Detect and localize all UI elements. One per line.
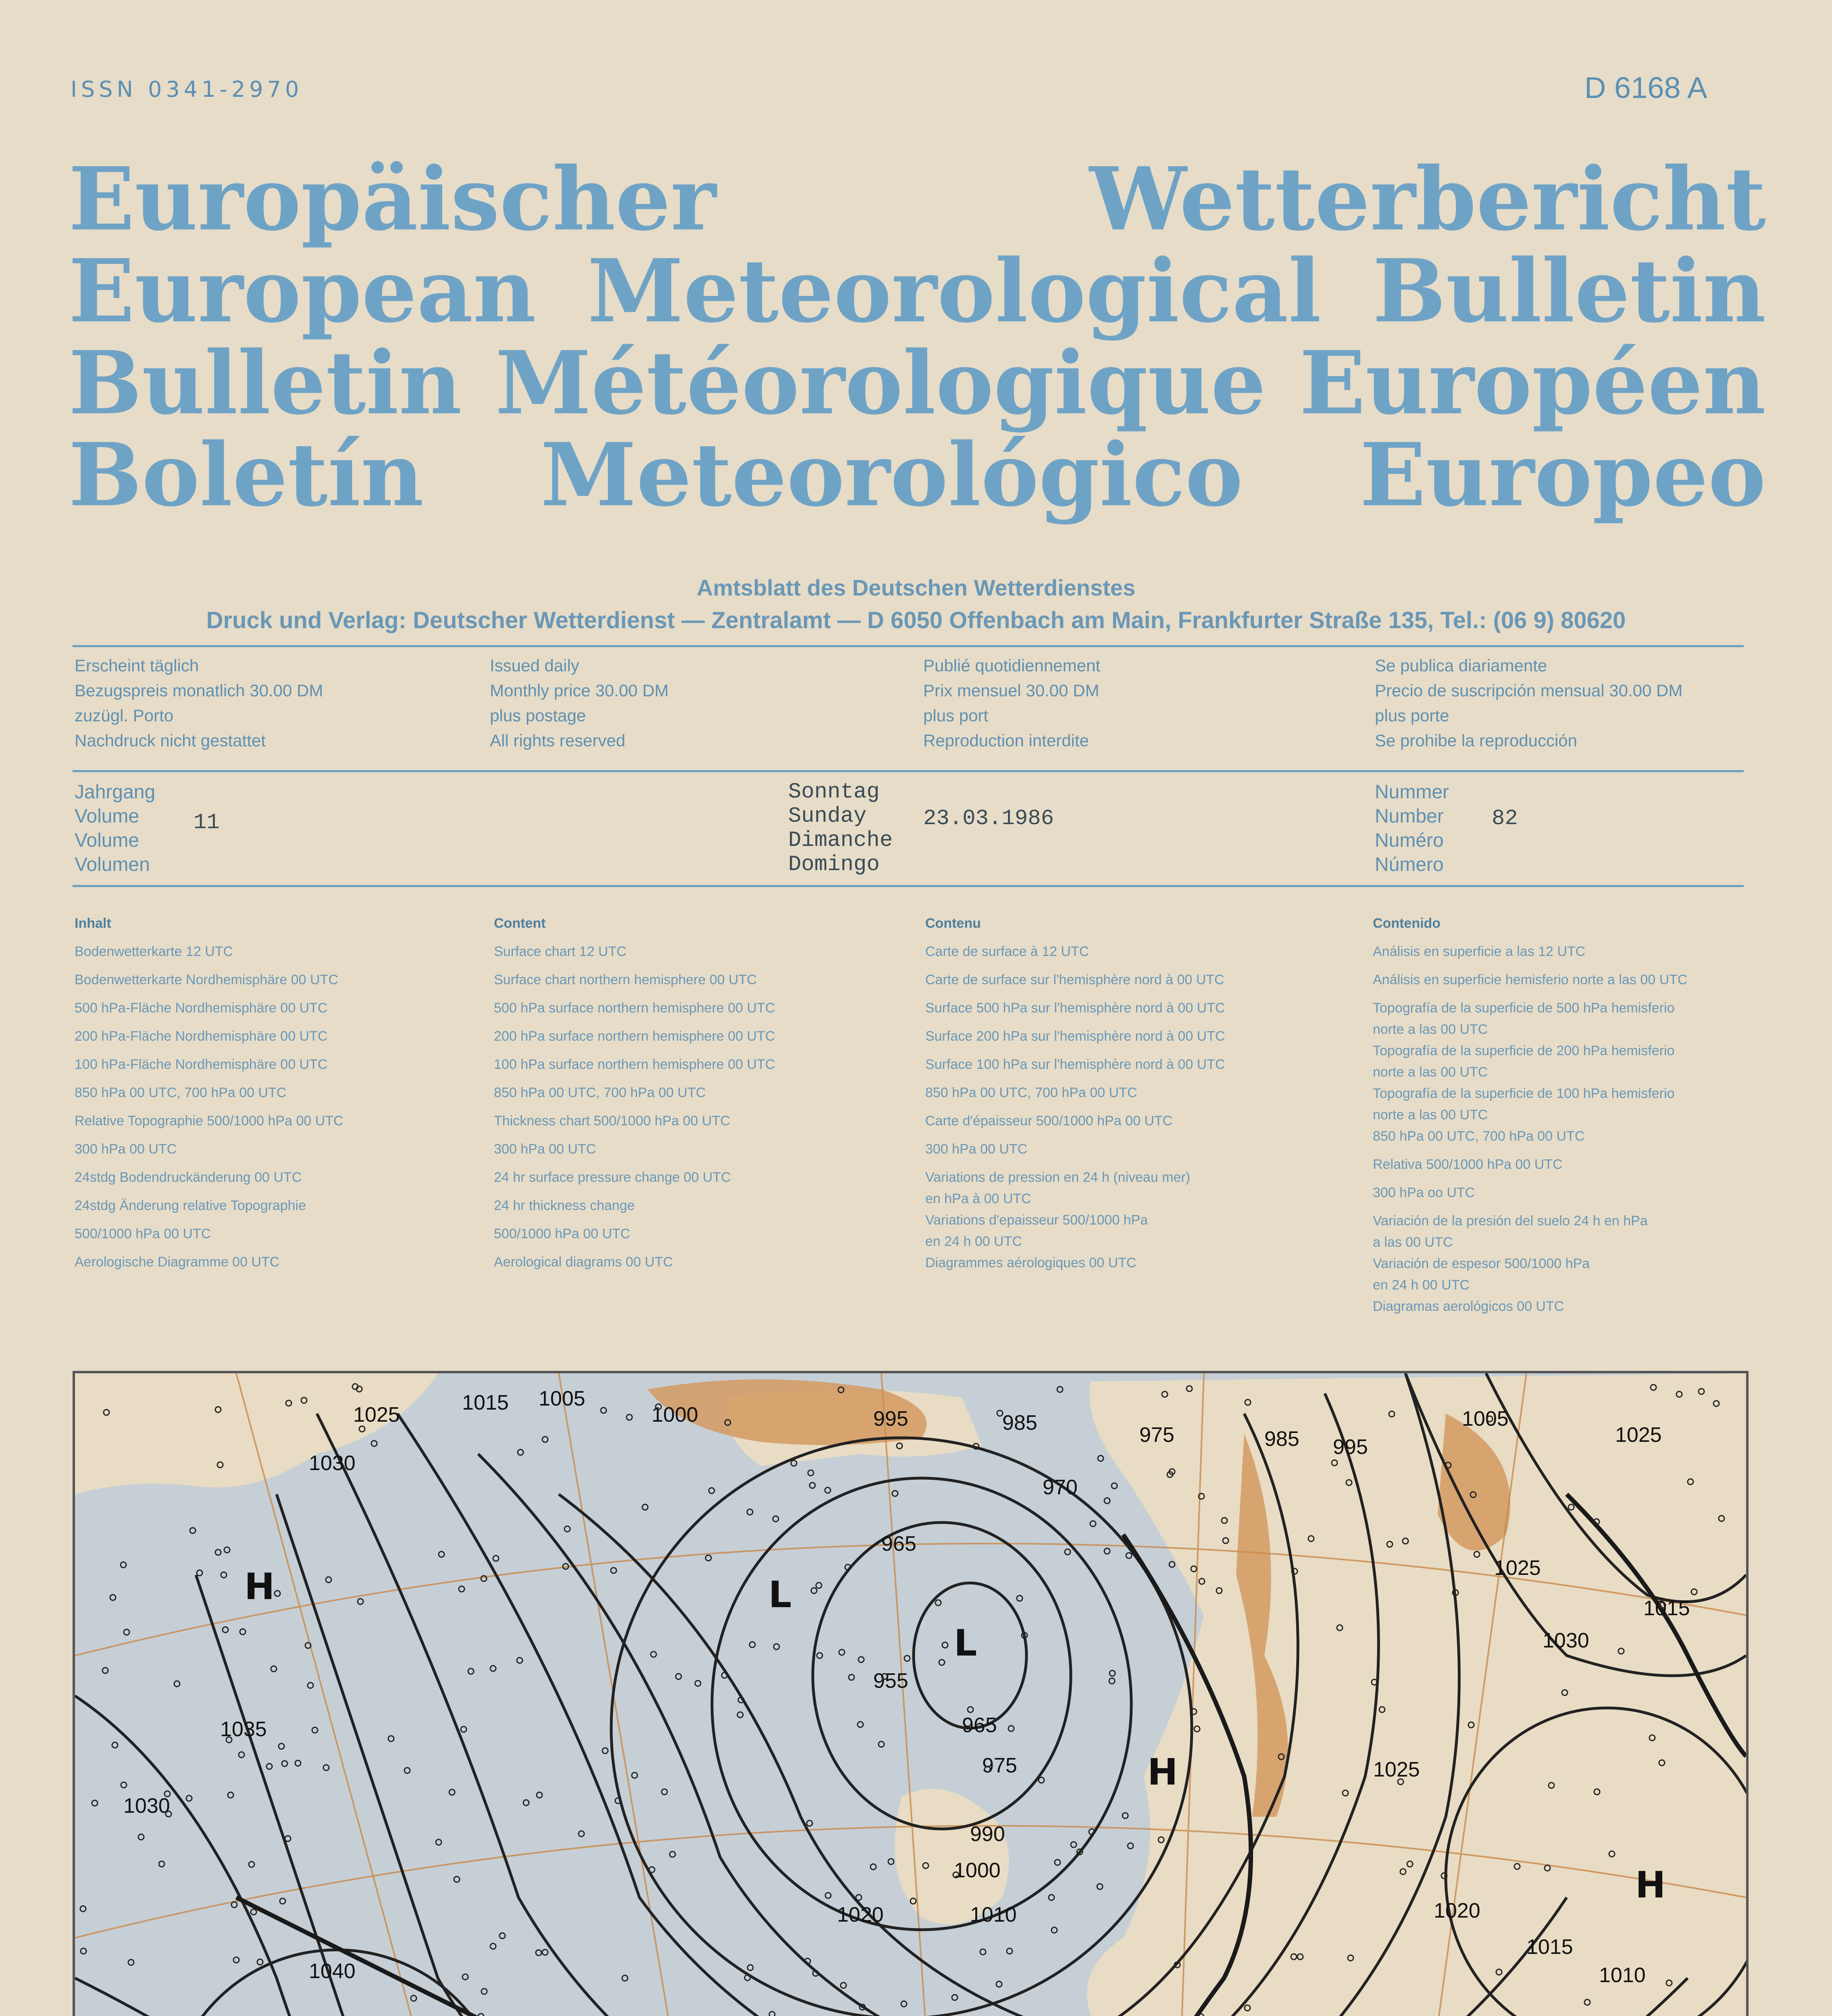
info-column-spanish xyxy=(1375,653,1778,753)
toc-item: Carte d'épaisseur 500/1000 hPa 00 UTC xyxy=(925,1113,1173,1129)
toc-item: norte a las 00 UTC xyxy=(1373,1107,1488,1123)
isobar-label: 995 xyxy=(873,1407,908,1431)
info-line: Prix mensuel 30.00 DM xyxy=(923,681,1099,700)
isobar-label: 1005 xyxy=(1462,1407,1509,1431)
toc-heading: Inhalt xyxy=(75,916,111,931)
weather-map-graphic xyxy=(75,1373,1746,2016)
info-line: Precio de suscripción mensual 30.00 DM xyxy=(1375,681,1683,700)
volume-value: 11 xyxy=(194,810,220,835)
isobar-label: 975 xyxy=(1139,1423,1174,1447)
toc-item: Aerological diagrams 00 UTC xyxy=(494,1254,673,1270)
title-german: Europäischer Wetterbericht xyxy=(69,148,1766,250)
toc-item: 850 hPa 00 UTC, 700 hPa 00 UTC xyxy=(1373,1129,1585,1144)
issue-date: 23.03.1986 xyxy=(923,806,1054,831)
title-french: Bulletin Météorologique Européen xyxy=(69,332,1766,434)
toc-item: Carte de surface sur l'hemisphère nord à 00 UTC xyxy=(925,972,1224,987)
toc-item: norte a las 00 UTC xyxy=(1373,1064,1488,1080)
toc-item: Topografía de la superficie de 500 hPa hemisferio xyxy=(1373,1000,1675,1016)
toc-item: Variación de espesor 500/1000 hPa xyxy=(1373,1256,1590,1271)
surface-weather-map xyxy=(73,1371,1749,2016)
issue-number: 82 xyxy=(1492,806,1518,831)
toc-item: Análisis en superficie a las 12 UTC xyxy=(1373,944,1586,959)
isobar-label: 975 xyxy=(982,1754,1017,1777)
toc-heading: Contenido xyxy=(1373,916,1441,931)
title-spanish: Boletín Meteorológico Europeo xyxy=(69,424,1766,526)
toc-item: Surface chart 12 UTC xyxy=(494,944,627,959)
toc-item: Carte de surface à 12 UTC xyxy=(925,944,1089,959)
toc-item: 24 hr thickness change xyxy=(494,1198,635,1213)
toc-item: Topografía de la superficie de 100 hPa hemisferio xyxy=(1373,1086,1675,1101)
isobar-label: 1015 xyxy=(1526,1935,1573,1959)
toc-item: 500/1000 hPa 00 UTC xyxy=(75,1226,211,1241)
isobar-label: 1020 xyxy=(837,1903,884,1926)
toc-item: 500/1000 hPa 00 UTC xyxy=(494,1226,631,1241)
toc-item: Topografía de la superficie de 200 hPa hemisferio xyxy=(1373,1043,1675,1058)
low-pressure-center: L xyxy=(954,1622,977,1664)
isobar-label: 1015 xyxy=(462,1391,509,1414)
publisher-line: Druck und Verlag: Deutscher Wetterdienst — Zentralamt — D 6050 Offenbach am Main, Frankfurter Straße 135, Tel.: (06 9) 80620 xyxy=(206,607,1626,633)
high-pressure-center: H xyxy=(1635,1864,1666,1906)
day-label: Dimanche xyxy=(788,828,893,853)
volume-label: Volume xyxy=(75,806,139,827)
isobar-label: 1025 xyxy=(1373,1758,1420,1781)
toc-item: Relativa 500/1000 hPa 00 UTC xyxy=(1373,1157,1563,1172)
title-block xyxy=(69,148,1766,526)
toc-english xyxy=(494,909,913,1276)
low-pressure-center: L xyxy=(768,1574,792,1616)
isobar-label: 965 xyxy=(881,1532,916,1556)
isobar-label: 990 xyxy=(970,1822,1005,1846)
isobar-label: 955 xyxy=(873,1669,908,1693)
publication-code: D 6168 A xyxy=(1584,71,1707,104)
toc-item: Surface 200 hPa sur l'hemisphère nord à 00 UTC xyxy=(925,1029,1225,1044)
toc-item: 300 hPa 00 UTC xyxy=(494,1141,596,1157)
volume-labels xyxy=(75,780,155,877)
number-labels xyxy=(1375,780,1449,877)
isobar-label: 985 xyxy=(1264,1427,1299,1451)
day-label: Sunday xyxy=(788,804,867,829)
info-line: plus port xyxy=(923,706,989,725)
toc-item: 850 hPa 00 UTC, 700 hPa 00 UTC xyxy=(75,1085,287,1100)
toc-item: 100 hPa surface northern hemisphere 00 UTC xyxy=(494,1057,775,1072)
isobar-label: 1020 xyxy=(1434,1899,1480,1922)
toc-item: 500 hPa-Fläche Nordhemisphäre 00 UTC xyxy=(75,1000,328,1016)
toc-item: en 24 h 00 UTC xyxy=(925,1234,1022,1249)
toc-item: Variación de la presión del suelo 24 h en hPa xyxy=(1373,1213,1648,1229)
info-line: plus porte xyxy=(1375,706,1449,725)
toc-item: Bodenwetterkarte 12 UTC xyxy=(75,944,233,959)
issn-number: ISSN 0341-2970 xyxy=(71,77,303,102)
volume-label: Jahrgang xyxy=(75,781,156,803)
high-pressure-center: H xyxy=(1147,1751,1178,1793)
isobar-label: 1005 xyxy=(539,1387,585,1410)
day-label: Sonntag xyxy=(788,780,880,804)
toc-item: Bodenwetterkarte Nordhemisphäre 00 UTC xyxy=(75,972,338,987)
toc-item: Surface chart northern hemisphere 00 UTC xyxy=(494,972,757,987)
info-line: Issued daily xyxy=(490,656,579,675)
toc-item: 500 hPa surface northern hemisphere 00 UTC xyxy=(494,1000,775,1016)
toc-item: 24 hr surface pressure change 00 UTC xyxy=(494,1170,731,1185)
volume-label: Volume xyxy=(75,830,139,851)
toc-item: Surface 500 hPa sur l'hemisphère nord à 00 UTC xyxy=(925,1000,1225,1016)
isobar-label: 1025 xyxy=(1615,1423,1662,1447)
toc-item: 24stdg Änderung relative Topographie xyxy=(75,1198,306,1213)
toc-item: en hPa à 00 UTC xyxy=(925,1191,1031,1206)
info-line: zuzügl. Porto xyxy=(75,706,174,725)
divider xyxy=(73,770,1744,772)
info-column-french xyxy=(923,653,1367,753)
volume-label: Volumen xyxy=(75,854,150,875)
toc-item: Variations de pression en 24 h (niveau mer) xyxy=(925,1170,1191,1185)
toc-item: Diagramas aerológicos 00 UTC xyxy=(1373,1299,1564,1314)
toc-item: 24stdg Bodendruckänderung 00 UTC xyxy=(75,1170,302,1185)
info-line: Nachdruck nicht gestattet xyxy=(75,731,266,750)
toc-item: Diagrammes aérologiques 00 UTC xyxy=(925,1255,1137,1270)
info-column-german xyxy=(75,653,478,753)
toc-item: norte a las 00 UTC xyxy=(1373,1022,1488,1037)
divider xyxy=(73,645,1744,647)
isobar-label: 985 xyxy=(1002,1411,1037,1435)
toc-heading: Contenu xyxy=(925,916,981,931)
divider xyxy=(73,885,1744,887)
toc-item: 300 hPa 00 UTC xyxy=(75,1141,177,1157)
isobar-label: 1025 xyxy=(1494,1556,1541,1580)
isobar-label: 1030 xyxy=(1543,1629,1589,1652)
toc-item: Análisis en superficie hemisferio norte a las 00 UTC xyxy=(1373,972,1688,987)
number-label: Number xyxy=(1375,806,1444,827)
isobar-label: 1040 xyxy=(309,1960,356,1983)
day-labels xyxy=(788,780,893,877)
isobar-label: 965 xyxy=(962,1714,997,1737)
day-label: Domingo xyxy=(788,852,880,877)
toc-heading: Content xyxy=(494,916,546,931)
isobar-label: 1030 xyxy=(123,1794,170,1818)
info-line: Se publica diariamente xyxy=(1375,656,1547,675)
toc-item: 100 hPa-Fläche Nordhemisphäre 00 UTC xyxy=(75,1057,328,1072)
isobar-label: 1010 xyxy=(1599,1964,1646,1987)
info-line: Publié quotidiennement xyxy=(923,656,1100,675)
toc-item: 200 hPa surface northern hemisphere 00 UTC xyxy=(494,1029,775,1044)
isobar-label: 1035 xyxy=(220,1718,267,1741)
toc-spanish xyxy=(1373,909,1780,1320)
isobar-label: 1000 xyxy=(954,1859,1001,1882)
number-label: Nummer xyxy=(1375,781,1449,803)
info-line: plus postage xyxy=(490,706,586,725)
toc-item: Relative Topographie 500/1000 hPa 00 UTC xyxy=(75,1113,344,1129)
number-label: Numéro xyxy=(1375,830,1444,851)
isobar-label: 1030 xyxy=(309,1452,356,1475)
info-line: Reproduction interdite xyxy=(923,731,1089,750)
toc-item: Variations d'epaisseur 500/1000 hPa xyxy=(925,1212,1148,1228)
toc-item: 850 hPa 00 UTC, 700 hPa 00 UTC xyxy=(925,1085,1137,1100)
isobar-label: 1025 xyxy=(353,1403,400,1427)
toc-german xyxy=(75,909,478,1276)
toc-item: 200 hPa-Fläche Nordhemisphäre 00 UTC xyxy=(75,1029,328,1044)
isobar-label: 1015 xyxy=(1643,1597,1690,1620)
info-line: Erscheint täglich xyxy=(75,656,199,675)
info-line: All rights reserved xyxy=(490,731,626,750)
toc-item: Aerologische Diagramme 00 UTC xyxy=(75,1254,280,1270)
toc-item: Thickness chart 500/1000 hPa 00 UTC xyxy=(494,1113,730,1129)
subtitle: Amtsblatt des Deutschen Wetterdienstes xyxy=(696,575,1136,600)
isobar-label: 1000 xyxy=(652,1403,698,1427)
info-line: Se prohibe la reproducción xyxy=(1375,731,1577,750)
info-line: Bezugspreis monatlich 30.00 DM xyxy=(75,681,323,700)
toc-item: 300 hPa 00 UTC xyxy=(925,1141,1028,1157)
isobar-label: 970 xyxy=(1043,1476,1078,1499)
number-label: Número xyxy=(1375,854,1444,875)
toc-french xyxy=(925,909,1369,1277)
toc-item: a las 00 UTC xyxy=(1373,1235,1453,1250)
high-pressure-center: H xyxy=(244,1566,275,1608)
info-column-english xyxy=(490,653,893,753)
toc-item: en 24 h 00 UTC xyxy=(1373,1277,1470,1293)
toc-item: 300 hPa oo UTC xyxy=(1373,1185,1475,1200)
title-english: European Meteorological Bulletin xyxy=(69,240,1766,342)
isobar-label: 995 xyxy=(1333,1435,1368,1459)
toc-item: 850 hPa 00 UTC, 700 hPa 00 UTC xyxy=(494,1085,706,1100)
toc-item: Surface 100 hPa sur l'hemisphère nord à 00 UTC xyxy=(925,1057,1225,1072)
info-line: Monthly price 30.00 DM xyxy=(490,681,669,700)
isobar-label: 1010 xyxy=(970,1903,1017,1926)
